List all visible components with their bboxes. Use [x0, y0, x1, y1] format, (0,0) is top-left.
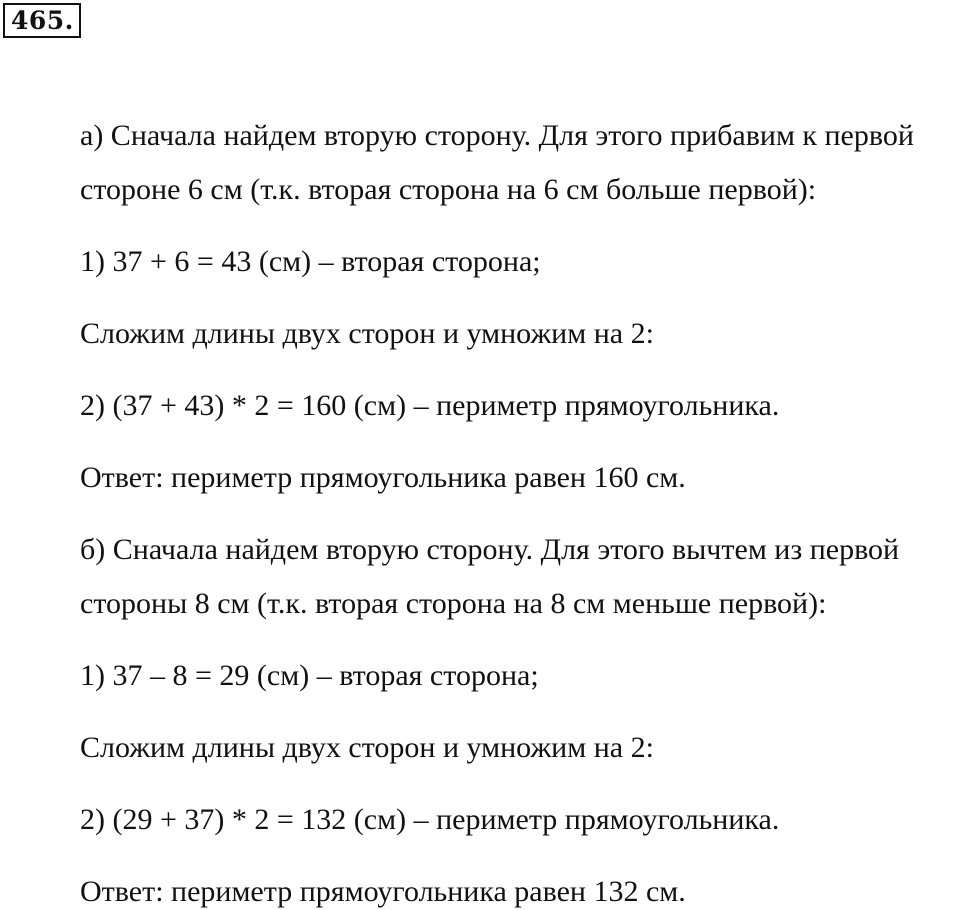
part-a-intro-line-1: а) Сначала найдем вторую сторону. Для этого прибавим к первой — [80, 119, 914, 152]
part-b-step-2: 2) (29 + 37) * 2 = 132 (см) – периметр прямоугольника. — [80, 803, 780, 836]
part-b-step-1: 1) 37 – 8 = 29 (см) – вторая сторона; — [80, 659, 539, 692]
part-a-step-1: 1) 37 + 6 = 43 (см) – вторая сторона; — [80, 245, 541, 278]
part-b-intro-line-1: б) Сначала найдем вторую сторону. Для этого вычтем из первой — [80, 533, 900, 566]
part-a-answer: Ответ: периметр прямоугольника равен 160 см. — [80, 461, 686, 494]
part-b-intro-line-2: стороны 8 см (т.к. вторая сторона на 8 см меньше первой): — [80, 587, 827, 620]
part-b-answer: Ответ: периметр прямоугольника равен 132 см. — [80, 875, 686, 908]
part-a-step-2: 2) (37 + 43) * 2 = 160 (см) – периметр прямоугольника. — [80, 389, 780, 422]
part-b-note: Сложим длины двух сторон и умножим на 2: — [80, 731, 654, 764]
part-a-note: Сложим длины двух сторон и умножим на 2: — [80, 317, 654, 350]
problem-number: 465. — [3, 3, 81, 38]
part-a-intro-line-2: стороне 6 см (т.к. вторая сторона на 6 см больше первой): — [80, 173, 817, 206]
